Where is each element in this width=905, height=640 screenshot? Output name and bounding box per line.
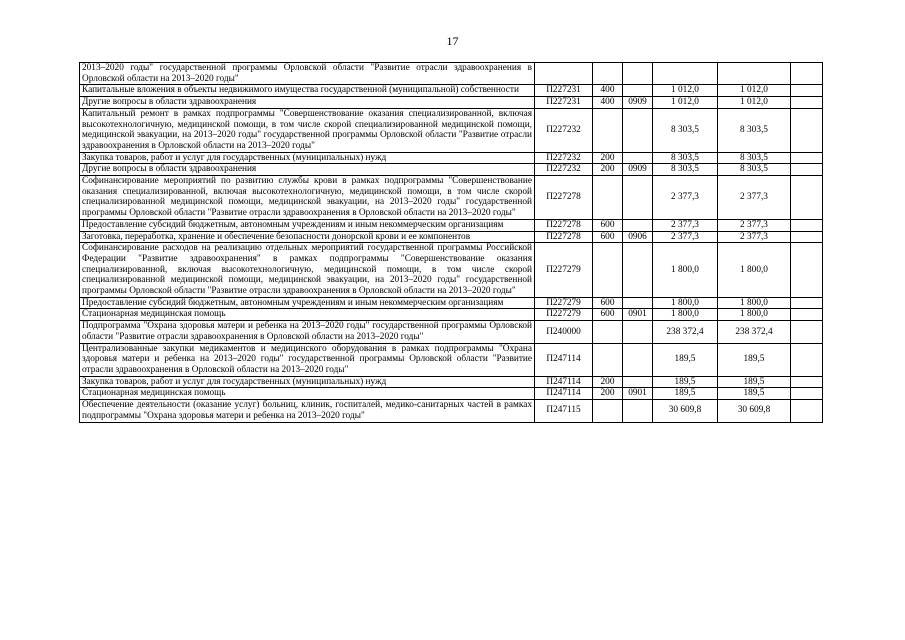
budget-table-body	[80, 63, 823, 423]
row-amount-3	[791, 152, 823, 164]
row-target-code: П227278	[535, 219, 593, 231]
row-section-code	[623, 297, 653, 309]
table-row	[80, 219, 823, 231]
table-row	[80, 400, 823, 422]
row-description: Капитальные вложения в объекты недвижимого имущества государственной (муниципальной) собственности	[80, 85, 535, 97]
row-amount-3	[791, 63, 823, 85]
table-row	[80, 85, 823, 97]
row-amount-2: 1 012,0	[718, 85, 791, 97]
row-amount-1: 189,5	[653, 343, 718, 376]
row-description: Другие вопросы в области здравоохранения	[80, 97, 535, 109]
row-amount-1: 8 303,5	[653, 164, 718, 176]
row-expense-type: 600	[593, 309, 623, 321]
row-section-code: 0901	[623, 309, 653, 321]
row-description: Софинансирование мероприятий по развитию службы крови в рамках подпрограммы "Совершенствование оказания специализированной, включая высокотехнологичную, медицинской помощи, в том числе скорой специализированной медицинской помощи, медицинской эвакуации, на 2013–2020 годы" государственной программы Орловской области "Развитие отрасли здравоохранения в Орловской области на 2013–2020 годы"	[80, 176, 535, 220]
row-amount-1: 30 609,8	[653, 400, 718, 422]
row-expense-type	[593, 176, 623, 220]
row-amount-3	[791, 297, 823, 309]
row-amount-1: 1 800,0	[653, 309, 718, 321]
row-amount-1: 189,5	[653, 376, 718, 388]
row-amount-1: 238 372,4	[653, 321, 718, 343]
row-section-code	[623, 376, 653, 388]
row-amount-3	[791, 309, 823, 321]
row-target-code: П227232	[535, 152, 593, 164]
row-description: Заготовка, переработка, хранение и обеспечение безопасности донорской крови и ее компонентов	[80, 231, 535, 243]
row-target-code: П227279	[535, 309, 593, 321]
table-row	[80, 97, 823, 109]
row-expense-type	[593, 321, 623, 343]
row-section-code	[623, 400, 653, 422]
row-amount-3	[791, 231, 823, 243]
row-expense-type: 600	[593, 219, 623, 231]
row-target-code: П227232	[535, 164, 593, 176]
row-amount-2: 1 800,0	[718, 243, 791, 298]
row-section-code	[623, 152, 653, 164]
row-amount-1: 2 377,3	[653, 231, 718, 243]
row-amount-2	[718, 63, 791, 85]
row-amount-2: 189,5	[718, 343, 791, 376]
table-row	[80, 376, 823, 388]
row-target-code: П227232	[535, 108, 593, 152]
row-target-code: П247115	[535, 400, 593, 422]
row-target-code: П227278	[535, 176, 593, 220]
table-row	[80, 152, 823, 164]
row-expense-type: 200	[593, 376, 623, 388]
row-amount-3	[791, 376, 823, 388]
row-target-code: П247114	[535, 388, 593, 400]
row-amount-3	[791, 164, 823, 176]
row-description: Стационарная медицинская помощь	[80, 309, 535, 321]
row-section-code	[623, 176, 653, 220]
row-amount-2: 1 012,0	[718, 97, 791, 109]
row-amount-2: 8 303,5	[718, 164, 791, 176]
row-section-code	[623, 321, 653, 343]
row-amount-1	[653, 63, 718, 85]
row-amount-2: 30 609,8	[718, 400, 791, 422]
row-amount-3	[791, 321, 823, 343]
row-amount-1: 2 377,3	[653, 219, 718, 231]
row-target-code: П247114	[535, 343, 593, 376]
row-description: Закупка товаров, работ и услуг для государственных (муниципальных) нужд	[80, 376, 535, 388]
row-amount-2: 1 800,0	[718, 297, 791, 309]
row-section-code: 0901	[623, 388, 653, 400]
row-section-code: 0909	[623, 164, 653, 176]
row-amount-2: 238 372,4	[718, 321, 791, 343]
row-section-code	[623, 243, 653, 298]
table-row	[80, 321, 823, 343]
row-amount-3	[791, 343, 823, 376]
row-amount-3	[791, 176, 823, 220]
row-section-code: 0906	[623, 231, 653, 243]
row-target-code: П227279	[535, 243, 593, 298]
row-description: Другие вопросы в области здравоохранения	[80, 164, 535, 176]
row-amount-2: 1 800,0	[718, 309, 791, 321]
row-expense-type: 600	[593, 231, 623, 243]
row-expense-type: 400	[593, 97, 623, 109]
row-expense-type	[593, 400, 623, 422]
table-row	[80, 243, 823, 298]
row-description: Централизованные закупки медикаментов и медицинского оборудования в рамках подпрограммы "Охрана здоровья матери и ребенка на 2013–2020 годы" государственной программы Орловской области "Развитие отрасли здравоохранения в Орловской области на 2013–2020 годы"	[80, 343, 535, 376]
row-description: Подпрограмма "Охрана здоровья матери и ребенка на 2013–2020 годы" государственной программы Орловской области "Развитие отрасли здравоохранения в Орловской области на 2013–2020 годы"	[80, 321, 535, 343]
row-description: Софинансирование расходов на реализацию отдельных мероприятий государственной программы Российской Федерации "Развитие здравоохранения" в рамках подпрограммы "Совершенствование оказания специализированной, включая высокотехнологичную, медицинской помощи, в том числе скорой специализированной медицинской помощи, медицинской эвакуации, на 2013–2020 годы" государственной программы Орловской области "Развитие отрасли здравоохранения в Орловской области на 2013–2020 годы"	[80, 243, 535, 298]
row-amount-1: 2 377,3	[653, 176, 718, 220]
row-amount-2: 189,5	[718, 388, 791, 400]
row-amount-3	[791, 388, 823, 400]
table-row	[80, 176, 823, 220]
row-amount-3	[791, 219, 823, 231]
row-expense-type: 200	[593, 388, 623, 400]
row-section-code	[623, 108, 653, 152]
row-amount-2: 2 377,3	[718, 219, 791, 231]
row-target-code	[535, 63, 593, 85]
row-expense-type	[593, 243, 623, 298]
row-amount-2: 189,5	[718, 376, 791, 388]
row-section-code: 0909	[623, 97, 653, 109]
row-amount-1: 8 303,5	[653, 108, 718, 152]
row-expense-type: 200	[593, 164, 623, 176]
row-expense-type: 400	[593, 85, 623, 97]
row-section-code	[623, 85, 653, 97]
budget-table	[79, 62, 823, 423]
row-amount-2: 2 377,3	[718, 176, 791, 220]
row-target-code: П240000	[535, 321, 593, 343]
row-target-code: П227279	[535, 297, 593, 309]
row-target-code: П227231	[535, 85, 593, 97]
table-row	[80, 343, 823, 376]
row-expense-type: 200	[593, 152, 623, 164]
row-amount-3	[791, 85, 823, 97]
row-section-code	[623, 343, 653, 376]
table-row	[80, 388, 823, 400]
table-row	[80, 231, 823, 243]
row-expense-type	[593, 63, 623, 85]
row-amount-1: 1 800,0	[653, 243, 718, 298]
row-amount-3	[791, 97, 823, 109]
row-expense-type: 600	[593, 297, 623, 309]
row-amount-1: 1 800,0	[653, 297, 718, 309]
row-amount-1: 1 012,0	[653, 97, 718, 109]
row-amount-1: 189,5	[653, 388, 718, 400]
row-amount-3	[791, 400, 823, 422]
row-description: 2013–2020 годы" государственной программы Орловской области "Развитие отрасли здравоохранения в Орловской области на 2013–2020 годы"	[80, 63, 535, 85]
row-target-code: П247114	[535, 376, 593, 388]
table-row	[80, 164, 823, 176]
row-amount-2: 8 303,5	[718, 152, 791, 164]
row-description: Капитальный ремонт в рамках подпрограммы "Совершенствование оказания специализированной, включая высокотехнологичную, медицинской помощи, в том числе скорой специализированной медицинской помощи, медицинской эвакуации, на 2013–2020 годы" государственной программы Орловской области "Развитие отрасли здравоохранения в Орловской области на 2013–2020 годы"	[80, 108, 535, 152]
table-row	[80, 108, 823, 152]
row-amount-1: 8 303,5	[653, 152, 718, 164]
row-amount-2: 8 303,5	[718, 108, 791, 152]
page-number: 17	[446, 34, 459, 48]
row-amount-3	[791, 243, 823, 298]
row-section-code	[623, 63, 653, 85]
row-target-code: П227278	[535, 231, 593, 243]
table-row	[80, 63, 823, 85]
row-amount-1: 1 012,0	[653, 85, 718, 97]
row-amount-3	[791, 108, 823, 152]
row-amount-2: 2 377,3	[718, 231, 791, 243]
table-row	[80, 297, 823, 309]
row-description: Закупка товаров, работ и услуг для государственных (муниципальных) нужд	[80, 152, 535, 164]
row-description: Обеспечение деятельности (оказание услуг) больниц, клиник, госпиталей, медико-санитарных частей в рамках подпрограммы "Охрана здоровья матери и ребенка на 2013–2020 годы"	[80, 400, 535, 422]
row-section-code	[623, 219, 653, 231]
row-description: Предоставление субсидий бюджетным, автономным учреждениям и иным некоммерческим организациям	[80, 297, 535, 309]
row-expense-type	[593, 343, 623, 376]
row-expense-type	[593, 108, 623, 152]
row-description: Предоставление субсидий бюджетным, автономным учреждениям и иным некоммерческим организациям	[80, 219, 535, 231]
row-target-code: П227231	[535, 97, 593, 109]
table-row	[80, 309, 823, 321]
row-description: Стационарная медицинская помощь	[80, 388, 535, 400]
